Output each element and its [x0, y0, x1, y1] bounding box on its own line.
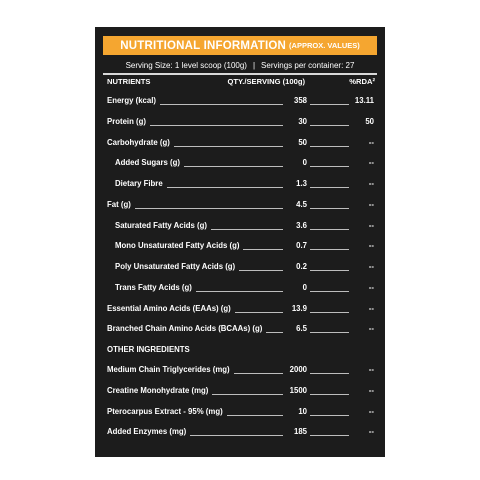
qty-value: 50: [298, 138, 307, 147]
rda-value: --: [368, 241, 374, 250]
leader-line: [310, 291, 349, 292]
nutrient-row: [95, 138, 385, 150]
qty-value: 30: [298, 117, 307, 126]
qty-value: 185: [293, 427, 307, 436]
leader-line: [227, 415, 283, 416]
nutrient-label: Pterocarpus Extract - 95% (mg): [107, 407, 223, 416]
rda-value: --: [368, 262, 374, 271]
qty-value: 6.5: [296, 324, 307, 333]
qty-value: 2000: [289, 365, 307, 374]
rda-value: --: [368, 179, 374, 188]
nutrient-label: Creatine Monohydrate (mg): [107, 386, 209, 395]
rda-value: --: [368, 324, 374, 333]
leader-line: [310, 270, 349, 271]
nutrient-row: [95, 96, 385, 108]
qty-value: 4.5: [296, 200, 307, 209]
nutrient-label: Added Sugars (g): [115, 158, 180, 167]
section-heading: [95, 345, 385, 357]
nutrient-row: [95, 179, 385, 191]
leader-line: [234, 373, 283, 374]
leader-line: [310, 125, 349, 126]
leader-line: [160, 104, 283, 105]
leader-line: [310, 166, 349, 167]
leader-line: [310, 332, 349, 333]
nutrient-label: Dietary Fibre: [115, 179, 163, 188]
leader-line: [310, 415, 349, 416]
panel-subtitle: (APPROX. VALUES): [289, 41, 360, 50]
qty-value: 358: [293, 96, 307, 105]
servings-per-container: Servings per container: 27: [261, 60, 355, 70]
nutrient-label: Mono Unsaturated Fatty Acids (g): [115, 241, 240, 250]
nutrient-row: [95, 262, 385, 274]
nutrient-label: Fat (g): [107, 200, 131, 209]
leader-line: [184, 166, 283, 167]
qty-value: 1.3: [296, 179, 307, 188]
qty-value: 0.2: [296, 262, 307, 271]
leader-line: [310, 394, 349, 395]
nutrient-label: Energy (kcal): [107, 96, 156, 105]
header-nutrients: NUTRIENTS: [107, 77, 151, 86]
leader-line: [211, 229, 283, 230]
leader-line: [212, 394, 283, 395]
nutrient-row: [95, 407, 385, 419]
qty-value: 13.9: [291, 304, 307, 313]
leader-line: [310, 104, 349, 105]
nutrient-row: [95, 283, 385, 295]
nutrient-label: Trans Fatty Acids (g): [115, 283, 192, 292]
rda-value: --: [368, 365, 374, 374]
leader-line: [239, 270, 283, 271]
leader-line: [310, 229, 349, 230]
nutrient-label: OTHER INGREDIENTS: [107, 345, 190, 354]
panel-title: NUTRITIONAL INFORMATION: [120, 39, 287, 52]
leader-line: [150, 125, 283, 126]
rda-value: 50: [365, 117, 374, 126]
rda-value: --: [368, 158, 374, 167]
header-rda: %RDA²: [349, 77, 375, 86]
qty-value: 10: [298, 407, 307, 416]
nutrient-row: [95, 158, 385, 170]
leader-line: [243, 249, 283, 250]
qty-value: 0: [302, 283, 307, 292]
nutrient-label: Carbohydrate (g): [107, 138, 170, 147]
serving-size: Serving Size: 1 level scoop (100g): [125, 60, 247, 70]
leader-line: [310, 312, 349, 313]
nutrient-row: [95, 241, 385, 253]
leader-line: [190, 435, 283, 436]
nutrient-label: Essential Amino Acids (EAAs) (g): [107, 304, 231, 313]
leader-line: [310, 187, 349, 188]
leader-line: [174, 146, 283, 147]
nutrient-row: [95, 304, 385, 316]
rda-value: --: [368, 427, 374, 436]
rda-value: --: [368, 407, 374, 416]
leader-line: [310, 208, 349, 209]
nutrient-row: [95, 386, 385, 398]
qty-value: 0: [302, 158, 307, 167]
nutrition-panel: [95, 27, 385, 457]
rda-value: 13.11: [354, 96, 374, 105]
nutrient-label: Added Enzymes (mg): [107, 427, 187, 436]
nutrient-table: [95, 27, 385, 457]
leader-line: [135, 208, 283, 209]
leader-line: [235, 312, 283, 313]
qty-value: 0.7: [296, 241, 307, 250]
leader-line: [310, 146, 349, 147]
nutrient-row: [95, 365, 385, 377]
rda-value: --: [368, 221, 374, 230]
leader-line: [266, 332, 283, 333]
nutrient-label: Medium Chain Triglycerides (mg): [107, 365, 230, 374]
header-qty: QTY./SERVING (100g): [227, 77, 305, 86]
qty-value: 1500: [289, 386, 307, 395]
leader-line: [310, 435, 349, 436]
nutrient-row: [95, 221, 385, 233]
qty-value: 3.6: [296, 221, 307, 230]
nutrient-label: Branched Chain Amino Acids (BCAAs) (g): [107, 324, 263, 333]
rda-value: --: [368, 200, 374, 209]
rda-value: --: [368, 138, 374, 147]
nutrient-label: Protein (g): [107, 117, 146, 126]
leader-line: [310, 249, 349, 250]
rda-value: --: [368, 283, 374, 292]
nutrient-label: Saturated Fatty Acids (g): [115, 221, 207, 230]
serving-separator: |: [252, 60, 256, 70]
leader-line: [196, 291, 283, 292]
nutrient-row: [95, 117, 385, 129]
nutrient-label: Poly Unsaturated Fatty Acids (g): [115, 262, 236, 271]
rda-value: --: [368, 386, 374, 395]
nutrient-row: [95, 427, 385, 439]
leader-line: [167, 187, 283, 188]
nutrient-row: [95, 200, 385, 212]
nutrient-row: [95, 324, 385, 336]
rda-value: --: [368, 304, 374, 313]
leader-line: [310, 373, 349, 374]
